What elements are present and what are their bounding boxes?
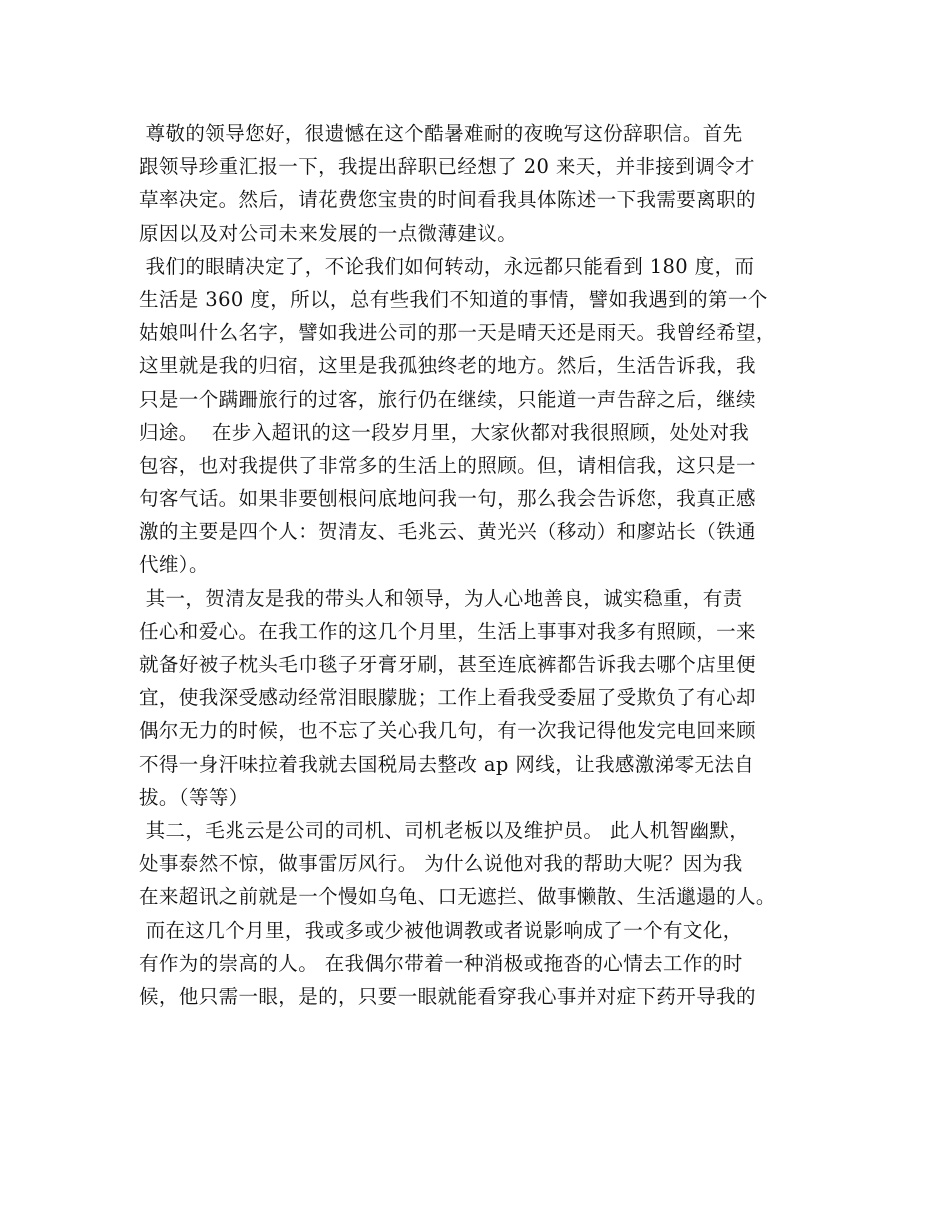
text-line: 姑娘叫什么名字，譬如我进公司的那一天是晴天还是雨天。我曾经希望， xyxy=(139,321,776,345)
text-line: 偶尔无力的时候，也不忘了关心我几句，有一次我记得他发完电回来顾 xyxy=(139,719,756,743)
text-line: 我们的眼睛决定了，不论我们如何转动，永远都只能看到 180 度，而 xyxy=(139,254,755,278)
text-line: 就备好被子枕头毛巾毯子牙膏牙刷，甚至连底裤都告诉我去哪个店里便 xyxy=(139,653,756,676)
text-line: 拔。（等等） xyxy=(139,785,249,809)
text-line: 候，他只需一眼，是的，只要一眼就能看穿我心事并对症下药开导我的 xyxy=(139,984,756,1008)
text-line: 激的主要是四个人：贺清友、毛兆云、黄光兴（移动）和廖站长（铁通 xyxy=(139,520,756,544)
text-line: 原因以及对公司未来发展的一点微薄建议。 xyxy=(139,221,518,245)
text-line: 包容，也对我提供了非常多的生活上的照顾。但，请相信我，这只是一 xyxy=(139,453,756,477)
text-line: 任心和爱心。在我工作的这几个月里，生活上事事对我多有照顾，一来 xyxy=(139,619,756,643)
text-line: 其一，贺清友是我的带头人和领导，为人心地善良，诚实稳重，有责 xyxy=(139,586,743,610)
text-line: 草率决定。然后，请花费您宝贵的时间看我具体陈述一下我需要离职的 xyxy=(139,188,756,212)
text-line: 尊敬的领导您好，很遗憾在这个酷暑难耐的夜晚写这份辞职信。首先 xyxy=(139,122,743,145)
text-line: 有作为的崇高的人。 在我偶尔带着一种消极或拖沓的心情去工作的时 xyxy=(139,951,743,975)
text-line: 而在这几个月里，我或多或少被他调教或者说影响成了一个有文化， xyxy=(139,918,743,942)
text-line: 处事泰然不惊，做事雷厉风行。 为什么说他对我的帮助大呢？因为我 xyxy=(139,852,743,876)
text-line: 这里就是我的归宿，这里是我孤独终老的地方。然后，生活告诉我，我 xyxy=(139,354,756,378)
text-line: 不得一身汗味拉着我就去国税局去整改 ap 网线，让我感激涕零无法自 xyxy=(139,752,755,776)
letter-body xyxy=(139,117,829,1013)
text-line: 在来超讯之前就是一个慢如乌龟、口无遮拦、做事懒散、生活邋遢的人。 xyxy=(139,885,776,909)
text-line: 句客气话。如果非要刨根问底地问我一句，那么我会告诉您，我真正感 xyxy=(139,487,756,511)
text-line: 生活是 360 度，所以，总有些我们不知道的事情，譬如我遇到的第一个 xyxy=(139,287,768,311)
text-line: 只是一个蹒跚旅行的过客，旅行仍在继续，只能道一声告辞之后，继续 xyxy=(139,387,756,411)
text-line: 代维）。 xyxy=(139,553,209,577)
text-line: 跟领导珍重汇报一下，我提出辞职已经想了 20 来天，并非接到调令才 xyxy=(139,155,755,179)
text-line: 宜，使我深受感动经常泪眼朦胧；工作上看我受委屈了受欺负了有心却 xyxy=(139,686,756,710)
text-line: 归途。 在步入超讯的这一段岁月里，大家伙都对我很照顾，处处对我 xyxy=(139,420,750,444)
text-line: 其二，毛兆云是公司的司机、司机老板以及维护员。 此人机智幽默， xyxy=(139,818,750,842)
